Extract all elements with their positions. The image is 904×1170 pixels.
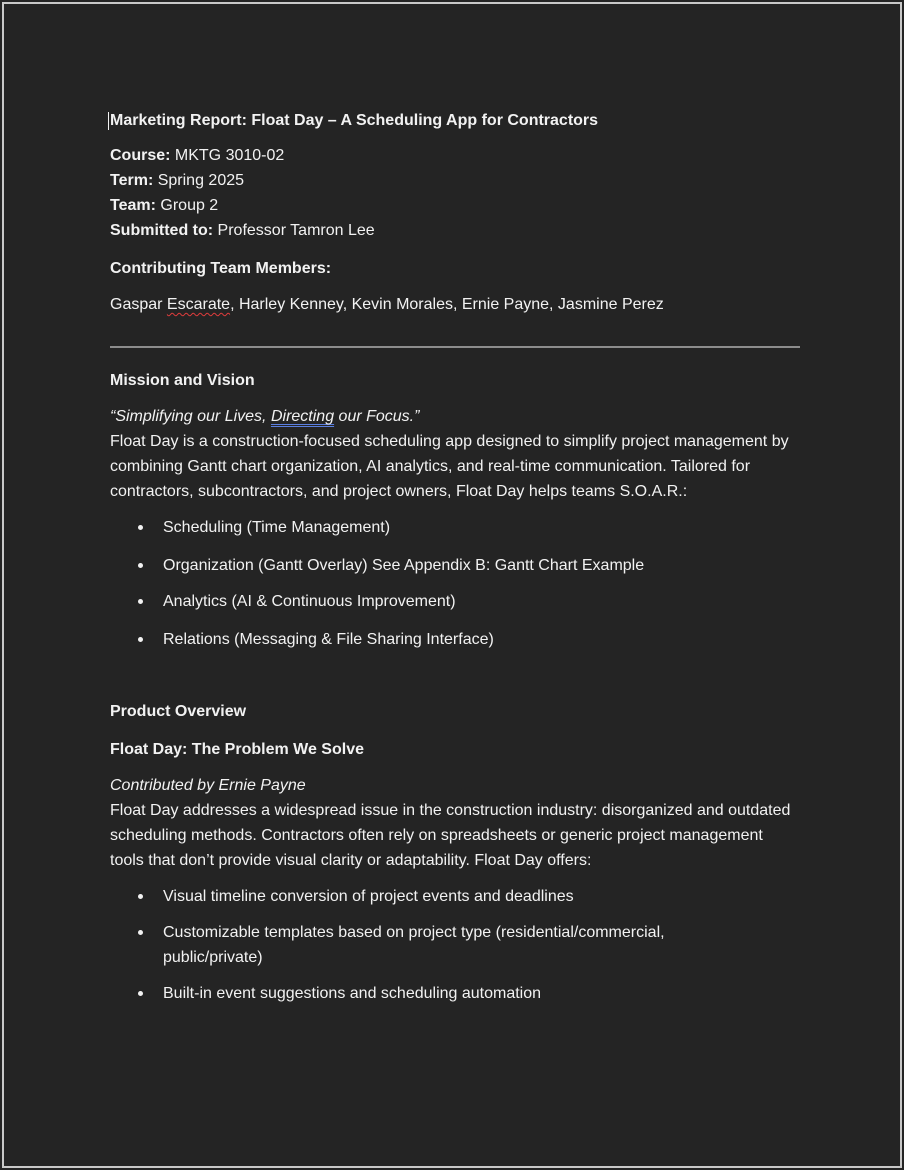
report-title: Marketing Report: Float Day – A Scheduling App for Contractors (110, 112, 599, 129)
contributed-by: Contributed by Ernie Payne (110, 777, 306, 794)
product-heading: Product Overview (110, 703, 247, 720)
problem-subheading: Float Day: The Problem We Solve (110, 741, 364, 758)
list-item: Analytics (AI & Continuous Improvement) (110, 589, 800, 614)
text-cursor (108, 112, 109, 130)
list-item: Built-in event suggestions and scheduling automation (110, 981, 800, 1006)
meta-team: Team: Group 2 (110, 197, 219, 214)
mission-quote: “Simplifying our Lives, Directing our Focus.” (110, 408, 420, 425)
mission-body: Float Day is a construction-focused scheduling app designed to simplify project management by combining Gantt chart organization, AI analytics, and real-time communication. Tailored for contractors, subcontractors, and project owners, Float Day helps teams S.O.A.R.: (110, 433, 789, 500)
spelling-flag[interactable]: Escarate (166, 296, 231, 313)
list-item: Relations (Messaging & File Sharing Interface) (110, 627, 800, 652)
list-item: Scheduling (Time Management) (110, 515, 800, 540)
course-meta (110, 143, 800, 243)
problem-body: Float Day addresses a widespread issue in the construction industry: disorganized and outdated scheduling methods. Contractors often rely on spreadsheets or generic project management tools that don’t provide visual clarity or adaptability. Float Day offers: (110, 802, 791, 869)
grammar-flag[interactable]: Directing (270, 408, 335, 425)
horizontal-divider (110, 346, 800, 348)
list-item: Visual timeline conversion of project events and deadlines (110, 884, 800, 909)
meta-course: Course: MKTG 3010-02 (110, 147, 285, 164)
contributors-heading: Contributing Team Members: (110, 260, 332, 277)
mission-heading: Mission and Vision (110, 372, 255, 389)
meta-term: Term: Spring 2025 (110, 172, 245, 189)
features-list (110, 884, 800, 1006)
document-page[interactable] (2, 2, 902, 1168)
list-item: Customizable templates based on project type (residential/commercial, public/private) (110, 920, 800, 970)
document-body[interactable] (110, 108, 800, 1006)
meta-submitted-to: Submitted to: Professor Tamron Lee (110, 222, 375, 239)
contributors-list: Gaspar Escarate, Harley Kenney, Kevin Morales, Ernie Payne, Jasmine Perez (110, 296, 664, 313)
soar-list (110, 515, 800, 652)
list-item: Organization (Gantt Overlay) See Appendix B: Gantt Chart Example (110, 553, 800, 578)
